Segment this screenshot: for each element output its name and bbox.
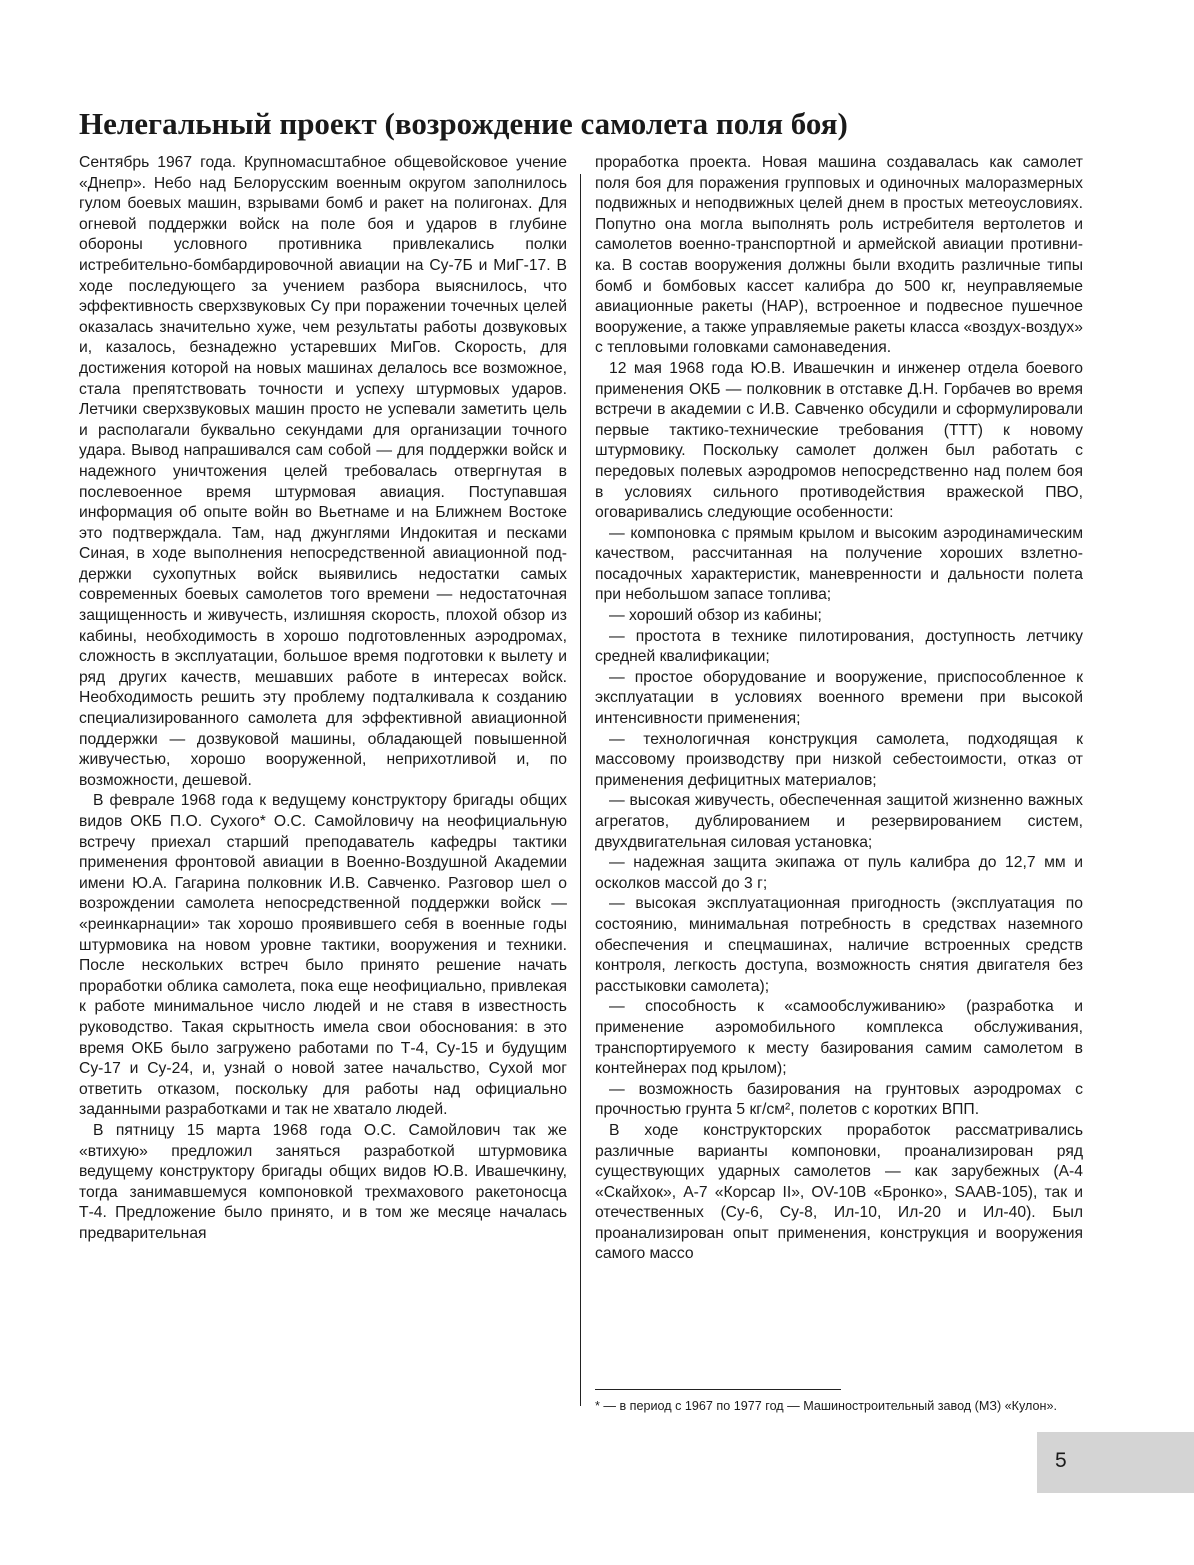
left-column <box>79 153 567 1244</box>
paragraph: В пятницу 15 марта 1968 года О.С. Самойлович так же «втихую» предложил заняться разработкой штурмовика ведущему конструктору бригады общих видов Ю.В. Ивашечкину, тогда занимавшемуся компоновкой трехмахового ракетоносца Т-4. Предложение было принято, и в том же месяце началась предварительная <box>79 1121 567 1242</box>
footnote: * — в период с 1967 по 1977 год — Машиностроительный завод (МЗ) «Кулон». <box>595 1399 1057 1413</box>
page-number-tab <box>1037 1432 1194 1493</box>
paragraph: Сентябрь 1967 года. Крупномасштабное общевойсковое учение «Днепр». Небо над Белорусским военным округом заполнилось гулом боевых машин, взрывами бомб и ракет на полигонах. Для огневой поддержки войск на поле боя и ударов в глубине обороны условного противника привлекались полки истребительно-бомбардировочной авиации на Су-7Б и МиГ-17. В ходе последующего за учением разбора выяснилось, что эффективность сверхзвуковых Су при поражении точечных целей оказалась значительно хуже, чем результаты работы дозвуковых и, казалось, безнадежно устаревших МиГов. Скорость, для достижения которой на новых машинах делалось все возможное, стала препятствовать точности и успеху штурмовых ударов. Летчики сверхзвуковых машин просто не успевали заметить цель и располагали буквально секундами для организации точного удара. Вывод напрашивался сам собой — для поддержки войск и надежного уничтожения целей требовалась отвергнутая в послевоенное время штурмовая авиация. Поступавшая информация об опыте войн во Вьетнаме и на Ближнем Востоке это подтверждала. Там, над джунглями Индокитая и песками Синая, в ходе выполнения непосредственной авиационной поддержки сухопутных войск выявились недостатки самых современных боевых самолетов того времени — недостаточная защищенность и живучесть, излишняя скорость, плохой обзор из кабины, необходимость в хорошо подготовленных аэродромах, сложность в эксплуатации, большое время подготовки к вылету и ряд других качеств, мешавших работе в интересах войск. Необходимость решить эту проблему подталкивала к созданию специализированного самолета для эффективной авиационной поддержки — дозвуковой машины, обладающей повышенной живучестью, хорошо вооруженной, неприхотливой и, по возможности, дешевой. <box>79 154 567 789</box>
column-divider <box>580 174 581 1406</box>
paragraph: проработка проекта. Новая машина создавалась как самолет поля боя для поражения групповых и одиночных малоразмерных подвижных и неподвижных целей днем в простых метеоусловиях. Попутно она могла выполнять роль истребителя вертолетов и самолетов военно-транспортной и армейской авиации противника. В состав вооружения должны были входить различные типы бомб и бомбовых кассет калибра до 500 кг, неуправляемые авиационные ракеты (НАР), встроенное и подвесное пушечное вооружение, а также управляемые ракеты класса «воздух-воздух» с тепловыми головками самонаведения. <box>595 154 1083 357</box>
list-item: — способность к «самообслуживанию» (разработка и применение аэромобильного комплекса обслуживания, транспортируемого к месту базирования самим самолетом в контейнерах под крылом); <box>595 998 1083 1078</box>
list-item: — надежная защита экипажа от пуль калибра до 12,7 мм и осколков массой до 3 г; <box>595 854 1083 892</box>
list-item: — простота в технике пилотирования, доступность летчику средней квалификации; <box>595 627 1083 666</box>
paragraph: 12 мая 1968 года Ю.В. Ивашечкин и инженер отдела боевого применения ОКБ — полковник в отставке Д.Н. Горбачев во время встречи в академии с И.В. Савченко обсудили и сформулировали первые тактико-технические требования (ТТТ) к новому штурмовику. Поскольку самолет должен был работать с передовых полевых аэродромов непосредственно над полем боя в условиях сильного противодействия вражеской ПВО, оговаривались следующие особенности: <box>595 359 1083 522</box>
list-item: — высокая живучесть, обеспеченная защитой жизненно важных агрегатов, дублированием и резервированием систем, двухдвигательная силовая установка; <box>595 792 1083 851</box>
page-title: Нелегальный проект (возрождение самолета поля боя) <box>79 106 848 141</box>
list-item: — хороший обзор из кабины; <box>609 607 822 625</box>
list-item: — простое оборудование и вооружение, приспособленное к эксплуатации в условиях военного времени при высокой интенсивности применения; <box>595 668 1083 728</box>
paragraph: В феврале 1968 года к ведущему конструктору бригады общих видов ОКБ П.О. Сухого* О.С. Самойловичу на неофициальную встречу приехал старший преподаватель кафедры тактики применения фронтовой авиации в Военно-Воздушной Академии имени Ю.А. Гагарина полковник И.В. Савченко. Разговор шел о возрождении самолета непосредственной поддержки войск — «реинкарнации» так хорошо проявившего себя в военные годы штурмовика на новом уровне тактики, вооружения и техники. После нескольких встреч было принято решение начать проработки облика самолета, пока еще неофициально, привлекая к работе минимальное число людей и не ставя в известность руководство. Такая скрытность имела свои обоснования: в это время ОКБ было загружено работами по Т-4, Су-15 и будущим Су-17 и Су-24, и, узнай о новой затее начальство, Сухой мог ответить отказом, поскольку для работы над официально заданными разработками и так не хватало людей. <box>79 792 567 1119</box>
right-column <box>595 153 1083 1265</box>
paragraph: В ходе конструкторских проработок рассматривались различные варианты компоновки, проанализирован ряд существующих ударных самолетов — как зарубежных (А-4 «Скайхок», А-7 «Корсар II», OV-10B «Бронко», SAAB-105), так и отечественных (Су-6, Су-8, Ил-10, Ил-20 и Ил-40). Был проанализирован опыт применения, конструкция и вооружения самого массо <box>595 1121 1083 1263</box>
footnote-divider <box>595 1389 841 1390</box>
list-item: — высокая эксплуатационная пригодность (эксплуатация по состоянию, минимальная потребность в средствах наземного обеспечения и спецмашинах, наличие встроенных средств контроля, легкость доступа, возможность снятия двигателя без расстыковки самолета); <box>595 895 1083 995</box>
page-number: 5 <box>1055 1449 1067 1472</box>
list-item: — компоновка с прямым крылом и высоким аэродинамическим качеством, рассчитанная на получение хороших взлетно-посадочных характеристик, маневренности и дальности полета при небольшом запасе топлива; <box>595 524 1083 604</box>
list-item: — возможность базирования на грунтовых аэродромах с прочностью грунта 5 кг/см², полетов с коротких ВПП. <box>595 1080 1083 1119</box>
list-item: — технологичная конструкция самолета, подходящая к массовому производству при низкой себестоимости, отказ от применения дефицитных материалов; <box>595 730 1083 789</box>
